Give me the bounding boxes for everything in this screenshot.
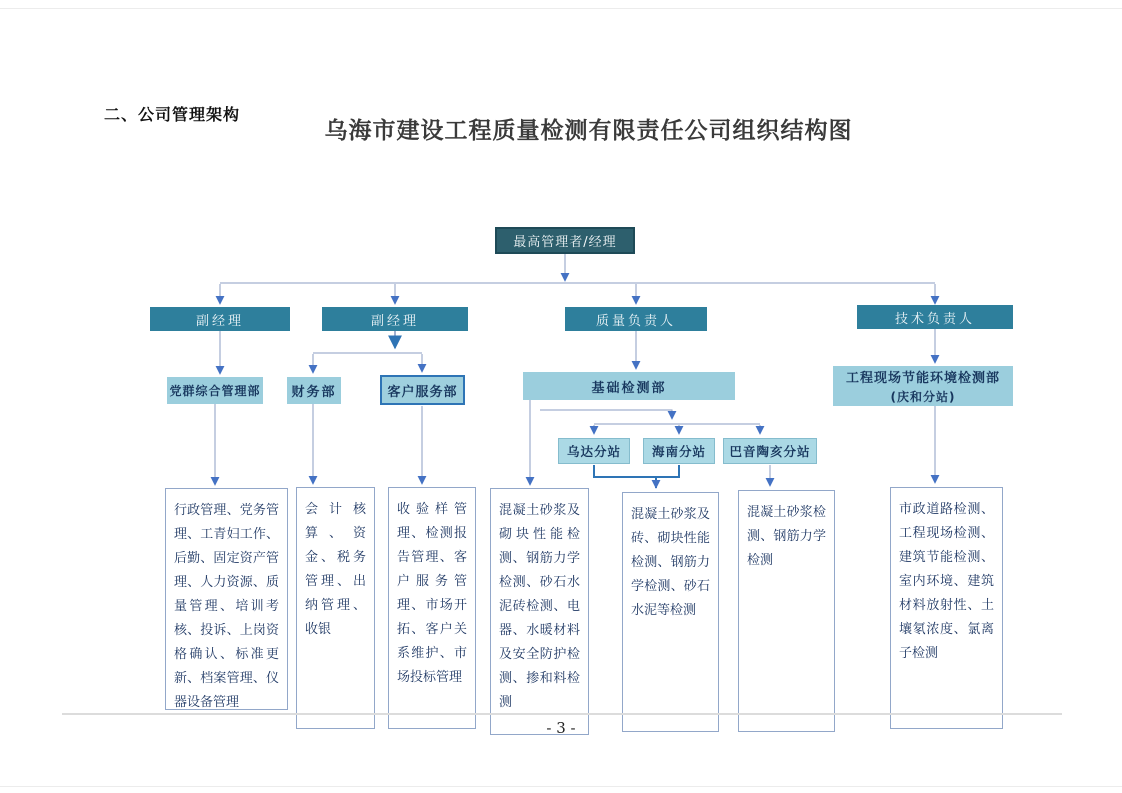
- org-node-label: 客户服务部: [387, 384, 458, 400]
- org-node-label: 技术负责人: [894, 311, 975, 327]
- section-heading: 二、公司管理架构: [104, 105, 241, 124]
- page-bottom-edge: [0, 786, 1122, 787]
- org-node-label: 海南分站: [651, 444, 706, 459]
- org-node-deputy-manager-1: [150, 307, 290, 331]
- org-node-label: 巴音陶亥分站: [729, 444, 811, 459]
- org-node-basic-testing-dept: [523, 372, 735, 400]
- footer-divider: [62, 713, 1062, 715]
- org-node-party-admin-dept: [167, 377, 263, 404]
- page-number: - 3 -: [546, 719, 576, 737]
- org-node-sublabel: (庆和分站): [890, 390, 956, 404]
- org-node-label: 质量负责人: [595, 313, 676, 329]
- org-node-site-energy-env-dept: [833, 366, 1013, 406]
- org-node-quality-director: [565, 307, 707, 331]
- duty-box-finance: 会计核算、资金、税务管理、出纳管理、收银: [296, 487, 375, 729]
- org-node-label: 党群综合管理部: [169, 384, 261, 398]
- org-node-label: 副经理: [195, 313, 244, 329]
- duty-box-customer-service: 收验样管理、检测报告管理、客户服务管理、市场开拓、客户关系维护、市场投标管理: [388, 487, 476, 729]
- org-node-label: 乌达分站: [566, 444, 621, 459]
- duty-box-party-admin: 行政管理、党务管理、工青妇工作、后勤、固定资产管理、人力资源、质量管理、培训考核、投诉、上岗资格确认、标准更新、档案管理、仪器设备管理: [165, 488, 288, 710]
- org-node-top-manager: [495, 227, 635, 254]
- org-node-deputy-manager-2: [322, 307, 468, 331]
- org-node-label: 副经理: [370, 313, 419, 329]
- org-node-label: 基础检测部: [591, 380, 667, 396]
- org-node-wuda-station: [558, 438, 630, 464]
- org-node-technical-director: [857, 305, 1013, 329]
- org-node-bayintaohai-station: [723, 438, 817, 464]
- org-node-hainan-station: [643, 438, 715, 464]
- org-node-label: 工程现场节能环境检测部: [845, 371, 1000, 386]
- duty-box-site-energy-env: 市政道路检测、工程现场检测、建筑节能检测、室内环境、建筑材料放射性、土壤氡浓度、氯离子检测: [890, 487, 1003, 729]
- org-node-label: 财务部: [291, 385, 337, 400]
- org-node-finance-dept: [287, 377, 341, 404]
- duty-box-basic-testing: 混凝土砂浆及砌块性能检测、钢筋力学检测、砂石水泥砖检测、电器、水暖材料及安全防护检测、掺和料检测: [490, 488, 589, 735]
- page-top-edge: [0, 8, 1122, 9]
- org-node-label: 最高管理者/经理: [513, 235, 617, 250]
- duty-box-wuda-hainan: 混凝土砂浆及砖、砌块性能检测、钢筋力学检测、砂石水泥等检测: [622, 492, 719, 732]
- chart-title: 乌海市建设工程质量检测有限责任公司组织结构图: [324, 117, 853, 144]
- duty-box-bayintaohai: 混凝土砂浆检测、钢筋力学检测: [738, 490, 835, 732]
- org-node-customer-service-dept: [380, 375, 465, 405]
